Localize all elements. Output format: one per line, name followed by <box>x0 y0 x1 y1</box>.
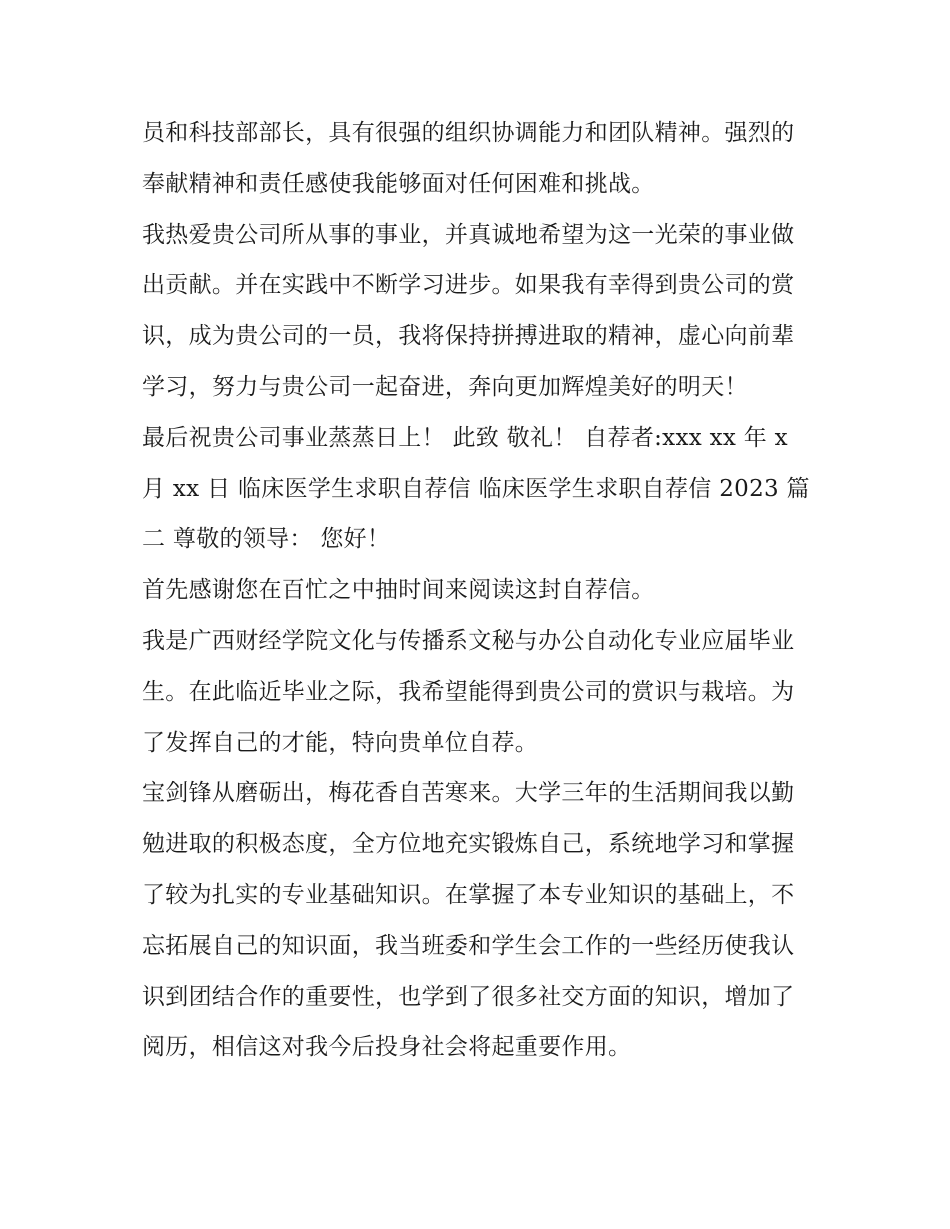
paragraph-2: 我热爱贵公司所从事的事业，并真诚地希望为这一光荣的事业做出贡献。并在实践中不断学习进步。如果我有幸得到贵公司的赏识，成为贵公司的一员，我将保持拼搏进取的精神，虚心向前辈学习，努力与贵公司一起奋进，奔向更加辉煌美好的明天！ <box>142 221 795 400</box>
document-body <box>142 108 814 1073</box>
paragraph-4: 首先感谢您在百忙之中抽时间来阅读这封自荐信。 <box>142 577 655 604</box>
paragraph-5: 我是广西财经学院文化与传播系文秘与办公自动化专业应届毕业生。在此临近毕业之际，我希望能得到贵公司的赏识与栽培。为了发挥自己的才能，特向贵单位自荐。 <box>142 627 795 756</box>
paragraph-3: 最后祝贵公司事业蒸蒸日上！ 此致 敬礼！ 自荐者:xxx xx 年 x 月 xx 日 临床医学生求职自荐信 临床医学生求职自荐信 2023 篇二 尊敬的领导： 您好！ <box>142 424 810 553</box>
paragraph-6: 宝剑锋从磨砺出，梅花香自苦寒来。大学三年的生活期间我以勤勉进取的积极态度，全方位地充实锻炼自己，系统地学习和掌握了较为扎实的专业基础知识。在掌握了本专业知识的基础上，不忘拓展自己的知识面，我当班委和学生会工作的一些经历使我认识到团结合作的重要性，也学到了很多社交方面的知识，增加了阅历，相信这对我今后投身社会将起重要作用。 <box>142 780 795 1061</box>
paragraph-1: 员和科技部部长，具有很强的组织协调能力和团队精神。强烈的奉献精神和责任感使我能够面对任何困难和挑战。 <box>142 120 795 197</box>
